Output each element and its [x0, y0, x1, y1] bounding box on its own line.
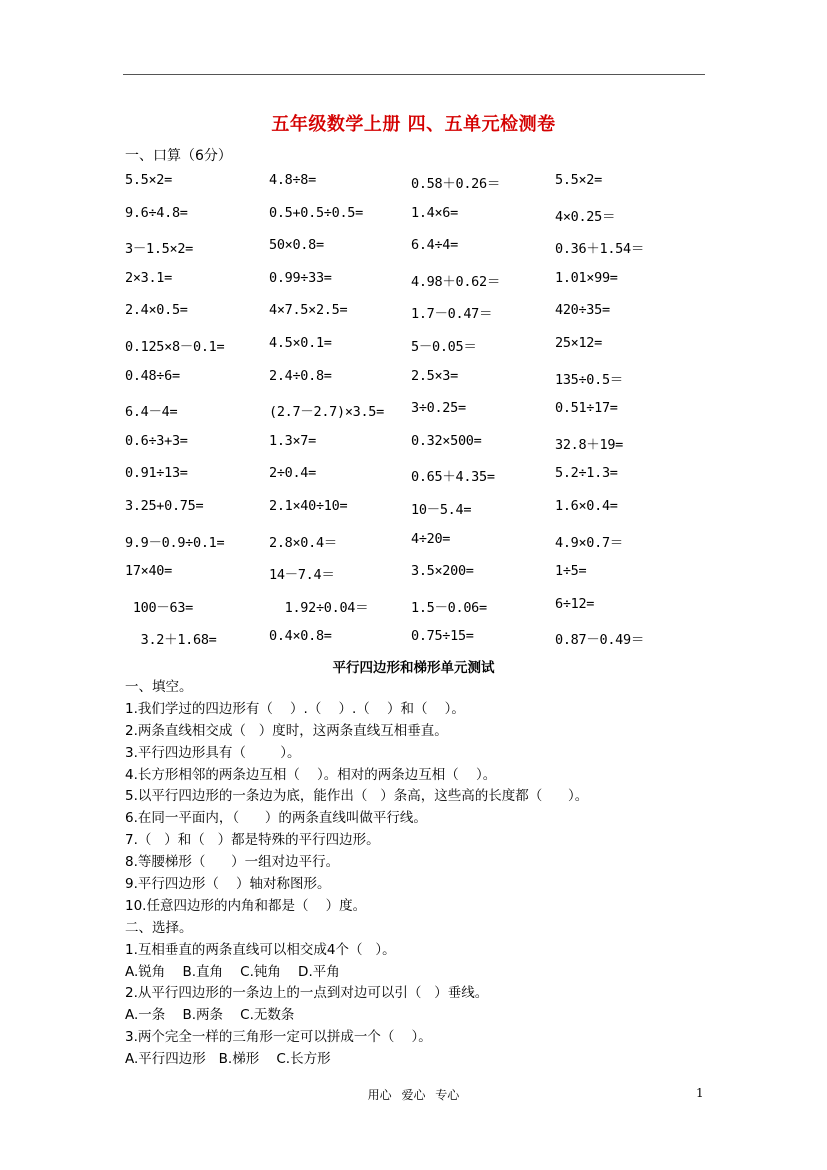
- grid-row: [125, 596, 685, 629]
- calc-item: 0.99÷33=: [269, 269, 332, 286]
- grid-row: [125, 498, 685, 531]
- calc-item: 0.58＋0.26＝: [411, 176, 501, 192]
- calc-item: 4÷20=: [411, 530, 451, 547]
- calc-item: 420÷35=: [555, 302, 610, 319]
- calc-item: 2.8×0.4＝: [269, 534, 337, 551]
- calc-item: (2.7－2.7)×3.5=: [269, 404, 384, 421]
- grid-row: [125, 335, 685, 368]
- calc-item: 32.8＋19=: [555, 436, 623, 453]
- question-line: A.平行四边形 B.梯形 C.长方形: [125, 1051, 331, 1068]
- calc-item: 1.6×0.4=: [555, 497, 618, 514]
- calc-item: 2.4×0.5=: [125, 302, 188, 319]
- calc-item: 4×7.5×2.5=: [269, 302, 348, 319]
- question-line: 3.两个完全一样的三角形一定可以拼成一个（ ）。: [125, 1029, 432, 1046]
- question-line: 二、选择。: [125, 919, 193, 936]
- question-line: 3.平行四边形具有（ ）。: [125, 744, 301, 761]
- footer-slogan: 用心 爱心 专心: [367, 1088, 460, 1102]
- calc-item: 1.5－0.06=: [411, 599, 487, 616]
- calc-item: 0.51÷17=: [555, 400, 618, 417]
- calc-item: 3÷0.25=: [411, 400, 466, 417]
- calc-item: 0.5+0.5÷0.5=: [269, 204, 363, 221]
- section1-heading: 一、口算（6分）: [125, 148, 232, 164]
- question-line: 8.等腰梯形（ ）一组对边平行。: [125, 854, 340, 871]
- calc-item: 3.5×200=: [411, 563, 474, 580]
- calc-item: 2.4÷0.8=: [269, 367, 332, 384]
- calc-item: 0.6÷3+3=: [125, 432, 188, 449]
- calc-item: 14－7.4＝: [269, 567, 335, 584]
- grid-row: [125, 368, 685, 401]
- question-line: 1.我们学过的四边形有（ ）.（ ）.（ ）和（ ）。: [125, 700, 465, 717]
- calc-item: 4.8÷8=: [269, 172, 316, 188]
- calc-item: 0.75÷15=: [411, 628, 474, 645]
- question-line: 一、填空。: [125, 679, 193, 695]
- grid-row: [125, 302, 685, 335]
- question-line: 2.两条直线相交成（ ）度时，这两条直线互相垂直。: [125, 722, 448, 739]
- calc-item: 4.98＋0.62＝: [411, 273, 501, 290]
- calc-item: 50×0.8=: [269, 237, 324, 254]
- calc-item: 9.9－0.9÷0.1=: [125, 534, 225, 551]
- question-line: 10.任意四边形的内角和都是（ ）度。: [125, 897, 367, 914]
- calc-item: 3－1.5×2=: [125, 241, 193, 258]
- calc-item: 1÷5=: [555, 563, 587, 580]
- calc-item: 17×40=: [125, 563, 172, 580]
- grid-row: [125, 400, 685, 433]
- question-line: A.一条 B.两条 C.无数条: [125, 1007, 295, 1024]
- question-list: [125, 677, 725, 1071]
- calc-item: 5.5×2=: [125, 172, 172, 188]
- calc-item: 0.32×500=: [411, 432, 482, 449]
- section2-title: 平行四边形和梯形单元测试: [332, 660, 495, 676]
- calc-item: 6÷12=: [555, 595, 595, 612]
- grid-row: [125, 205, 685, 238]
- header-rule: [123, 74, 705, 75]
- calc-item: 4.9×0.7＝: [555, 534, 623, 551]
- calc-item: 0.91÷13=: [125, 465, 188, 482]
- calc-item: 2×3.1=: [125, 269, 172, 286]
- page-number: 1: [696, 1086, 704, 1100]
- question-line: 4.长方形相邻的两条边互相（ ）。相对的两条边互相（ ）。: [125, 766, 497, 783]
- calc-item: 5.5×2=: [555, 172, 602, 188]
- calc-item: 6.4÷4=: [411, 237, 458, 254]
- calc-item: 1.3×7=: [269, 432, 316, 449]
- calc-item: 100－63=: [125, 599, 193, 616]
- calc-item: 6.4－4=: [125, 404, 178, 421]
- calc-item: 4×0.25＝: [555, 208, 616, 225]
- calc-item: 0.125×8－0.1=: [125, 338, 225, 355]
- question-line: 7.（ ）和（ ）都是特殊的平行四边形。: [125, 832, 380, 849]
- grid-row: [125, 465, 685, 498]
- calc-item: 0.87－0.49＝: [555, 632, 645, 649]
- calc-item: 0.4×0.8=: [269, 628, 332, 645]
- grid-row: [125, 433, 685, 466]
- oral-calculation-grid: [125, 172, 685, 661]
- question-line: 1.互相垂直的两条直线可以相交成4个（ ）。: [125, 941, 396, 958]
- calc-item: 1.4×6=: [411, 204, 458, 221]
- calc-item: 2.5×3=: [411, 367, 458, 384]
- calc-item: 0.36＋1.54＝: [555, 241, 645, 258]
- calc-item: 135÷0.5＝: [555, 371, 623, 388]
- question-line: 9.平行四边形（ ）轴对称图形。: [125, 876, 331, 893]
- calc-item: 2.1×40÷10=: [269, 497, 348, 514]
- calc-item: 1.92÷0.04＝: [269, 599, 369, 616]
- calc-item: 3.25+0.75=: [125, 497, 204, 514]
- question-line: 2.从平行四边形的一条边上的一点到对边可以引（ ）垂线。: [125, 985, 489, 1002]
- question-line: 6.在同一平面内，（ ）的两条直线叫做平行线。: [125, 810, 427, 827]
- question-line: 5.以平行四边形的一条边为底，能作出（ ）条高，这些高的长度都（ ）。: [125, 788, 589, 805]
- calc-item: 25×12=: [555, 334, 602, 351]
- grid-row: [125, 270, 685, 303]
- calc-item: 10－5.4=: [411, 501, 472, 518]
- calc-item: 1.01×99=: [555, 269, 618, 286]
- grid-row: [125, 563, 685, 596]
- grid-row: [125, 237, 685, 270]
- calc-item: 2÷0.4=: [269, 465, 316, 482]
- grid-row: [125, 172, 685, 205]
- calc-item: 3.2＋1.68=: [125, 632, 217, 649]
- calc-item: 0.48÷6=: [125, 367, 180, 384]
- calc-item: 0.65＋4.35=: [411, 469, 495, 486]
- calc-item: 5－0.05＝: [411, 338, 477, 355]
- calc-item: 5.2÷1.3=: [555, 465, 618, 482]
- grid-row: [125, 531, 685, 564]
- question-line: A.锐角 B.直角 C.钝角 D.平角: [125, 963, 340, 980]
- page-title: 五年级数学上册 四、五单元检测卷: [271, 114, 556, 135]
- calc-item: 1.7－0.47＝: [411, 306, 493, 323]
- calc-item: 9.6÷4.8=: [125, 204, 188, 221]
- calc-item: 4.5×0.1=: [269, 334, 332, 351]
